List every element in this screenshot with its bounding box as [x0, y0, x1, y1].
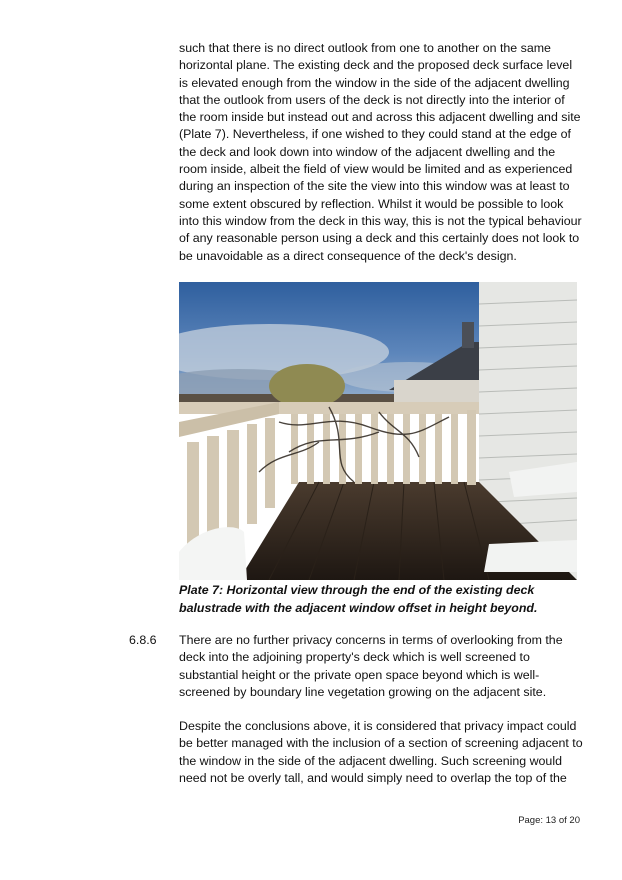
page-number: Page: 13 of 20	[518, 815, 580, 826]
body-paragraph-further-privacy: There are no further privacy concerns in terms of overlooking from the deck into the adjoining property's deck which is well screened to substantial height or the private open space beyond which is well-screened by boundary line vegetation growing on the adjacent site.	[179, 633, 563, 699]
chimney	[462, 322, 474, 348]
body-paragraph-privacy-outlook: such that there is no direct outlook from one to another on the same horizontal plane. The existing deck and the proposed deck surface level is elevated enough from the window in the side of the adjacent dwelling that the outlook from users of the deck is not directly into the interior of the room inside but instead out and across this adjacent dwelling and site (Plate 7). Nevertheless, if one wished to they could stand at the edge of the deck and look down into window of the adjacent dwelling and the room inside, albeit the field of view would be limited and as experienced during an inspection of the site the view into this window was at least to some extent obscured by reflection. Whilst it would be possible to look into this window from the deck in this way, this is not the typical behaviour of any reasonable person using a deck and this certainly does not look to be unavoidable as a direct consequence of the deck's design.	[179, 41, 582, 263]
body-paragraph-screening: Despite the conclusions above, it is considered that privacy impact could be better managed with the inclusion of a section of screening adjacent to the window in the side of the adjacent dwelling. Such screening would need not be overly tall, and would simply need to overlap the top of the	[179, 719, 583, 785]
section-number: 6.8.6	[129, 633, 157, 647]
plate-7-deck-photo	[179, 282, 577, 580]
tree	[269, 364, 345, 408]
plate-caption: Plate 7: Horizontal view through the end of the existing deck balustrade with the adjacent window offset in height beyond.	[179, 583, 538, 615]
